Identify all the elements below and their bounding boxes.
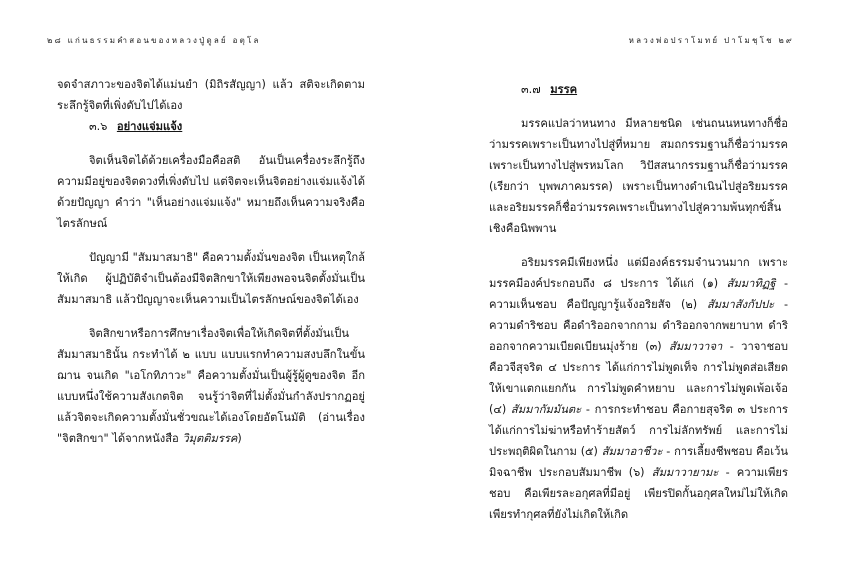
paragraph-segment: - ความเห็นชอบ คือปัญญารู้แจ้งอริยสัจ (๒) xyxy=(489,277,789,311)
paragraph-segment: - การกระทำชอบ คือกายสุจริต ๓ ประการ ได้แก่การไม่ฆ่าหรือทำร้ายสัตว์ การไม่ลักทรัพย์ และการไม่ประพฤติผิดในกาม (๕) xyxy=(489,403,788,458)
paragraph-last-close: ) xyxy=(237,432,242,445)
right-page-body xyxy=(489,79,788,525)
paragraph-segment: - ความดำริชอบ คือดำริออกจากกาม ดำริออกจากพยาบาท ดำริออกจากความเบียดเบียนมุ่งร้าย (๓) xyxy=(489,298,788,353)
paragraph-segment: - การเลี้ยงชีพชอบ คือเว้นมิจฉาชีพ ประกอบสัมมาชีพ (๖) xyxy=(489,445,788,479)
opening-paragraph: จดจำสภาวะของจิตได้แม่นยำ (มิถิรสัญญา) แล้ว สติจะเกิดตามระลึกรู้จิตที่เพิ่งดับไปได้เอง xyxy=(57,78,365,112)
path-factor-term: สัมมากัมมันตะ xyxy=(510,403,582,416)
eightfold-path-paragraph xyxy=(489,252,788,525)
right-running-head: หลวงพ่อปราโมทย์ ปาโมชฺโช ๒๙ xyxy=(628,36,794,45)
section-number: ๓.๖ xyxy=(89,120,108,133)
section-heading-3-7 xyxy=(489,79,788,100)
path-factor-term: สัมมาสังกัปปะ xyxy=(706,298,775,311)
path-factor-term: สัมมาวาจา xyxy=(669,340,723,353)
left-page-body xyxy=(57,74,365,449)
left-running-head: ๒๘ แก่นธรรมคำสอนของหลวงปู่ดูลย์ อตุโล xyxy=(47,36,261,45)
right-page xyxy=(423,0,846,569)
book-title: วิมุตติมรรค xyxy=(182,432,238,445)
path-factor-term: สัมมาอาชีวะ xyxy=(601,445,663,458)
paragraph: จิตเห็นจิตได้ด้วยเครื่องมือคือสติ อันเป็นเครื่องระลึกรู้ถึงความมีอยู่ของจิตดวงที่เพิ่งดับไป แต่จิตจะเห็นจิตอย่างแจ่มแจ้งได้ด้วยปัญญา คำว่า "เห็นอย่างแจ่มแจ้ง" หมายถึงเห็นความจริงคือไตรลักษณ์ xyxy=(57,154,365,230)
paragraph-segment: อริยมรรคมีเพียงหนึ่ง แต่มีองค์ธรรมจำนวนมาก เพราะมรรคมีองค์ประกอบถึง ๘ ประการ ได้แก่ (๑) xyxy=(489,256,788,290)
paragraph: มรรคแปลว่าหนทาง มีหลายชนิด เช่นถนนหนทางก็ชื่อว่ามรรคเพราะเป็นทางไปสู่ที่หมาย สมถกรรมฐานก็ชื่อว่ามรรคเพราะเป็นทางไปสู่พรหมโลก วิปัสสนากรรมฐานก็ชื่อว่ามรรค (เรียกว่า บุพพภาคมรรค) เพราะเป็นทางดำเนินไปสู่อริยมรรค และอริยมรรคก็ชื่อว่ามรรคเพราะเป็นทางไปสู่ความพ้นทุกข์สิ้นเชิงคือนิพพาน xyxy=(489,117,788,235)
paragraph-last xyxy=(57,323,365,449)
section-heading-3-6 xyxy=(57,116,365,137)
paragraph: ปัญญามี "สัมมาสมาธิ" คือความตั้งมั่นของจิต เป็นเหตุใกล้ให้เกิด ผู้ปฏิบัติจำเป็นต้องมีจิตสิกขาให้เพียงพอจนจิตตั้งมั่นเป็นสัมมาสมาธิ แล้วปัญญาจะเห็นความเป็นไตรลักษณ์ของจิตได้เอง xyxy=(57,251,365,306)
path-factor-term: สัมมาทิฏฐิ xyxy=(726,277,776,290)
section-number: ๓.๗ xyxy=(521,83,541,96)
paragraph-segment: - ความเพียรชอบ คือเพียรละอกุศลที่มีอยู่ เพียรปิดกั้นอกุศลใหม่ไม่ให้เกิด เพียรทำกุศลที่ยังไม่เกิดให้เกิด xyxy=(489,466,788,521)
section-title: มรรค xyxy=(550,83,578,96)
section-title: อย่างแจ่มแจ้ง xyxy=(116,120,183,133)
path-factor-term: สัมมาวายามะ xyxy=(651,466,719,479)
paragraph-segment: - วาจาชอบ คือวจีสุจริต ๔ ประการ ได้แก่การไม่พูดเท็จ การไม่พูดส่อเสียดให้เขาแตกแยกกัน การไม่พูดคำหยาบ และการไม่พูดเพ้อเจ้อ (๔) xyxy=(489,340,788,416)
paragraph-last-text: จิตสิกขาหรือการศึกษาเรื่องจิตเพื่อให้เกิดจิตที่ตั้งมั่นเป็นสัมมาสมาธินั้น กระทำได้ ๒ แบบ แบบแรกทำความสงบลึกในขั้นฌาน จนเกิด "เอโกทิภาวะ" คือความตั้งมั่นเป็นผู้รู้ผู้ดูของจิต อีกแบบหนึ่งใช้ความสังเกตจิต จนรู้ว่าจิตที่ไม่ตั้งมั่นกำลังปรากฏอยู่ แล้วจิตจะเกิดความตั้งมั่นชั่วขณะได้เองโดยอัตโนมัติ (อ่านเรื่อง "จิตสิกขา" ได้จากหนังสือ xyxy=(57,327,365,445)
